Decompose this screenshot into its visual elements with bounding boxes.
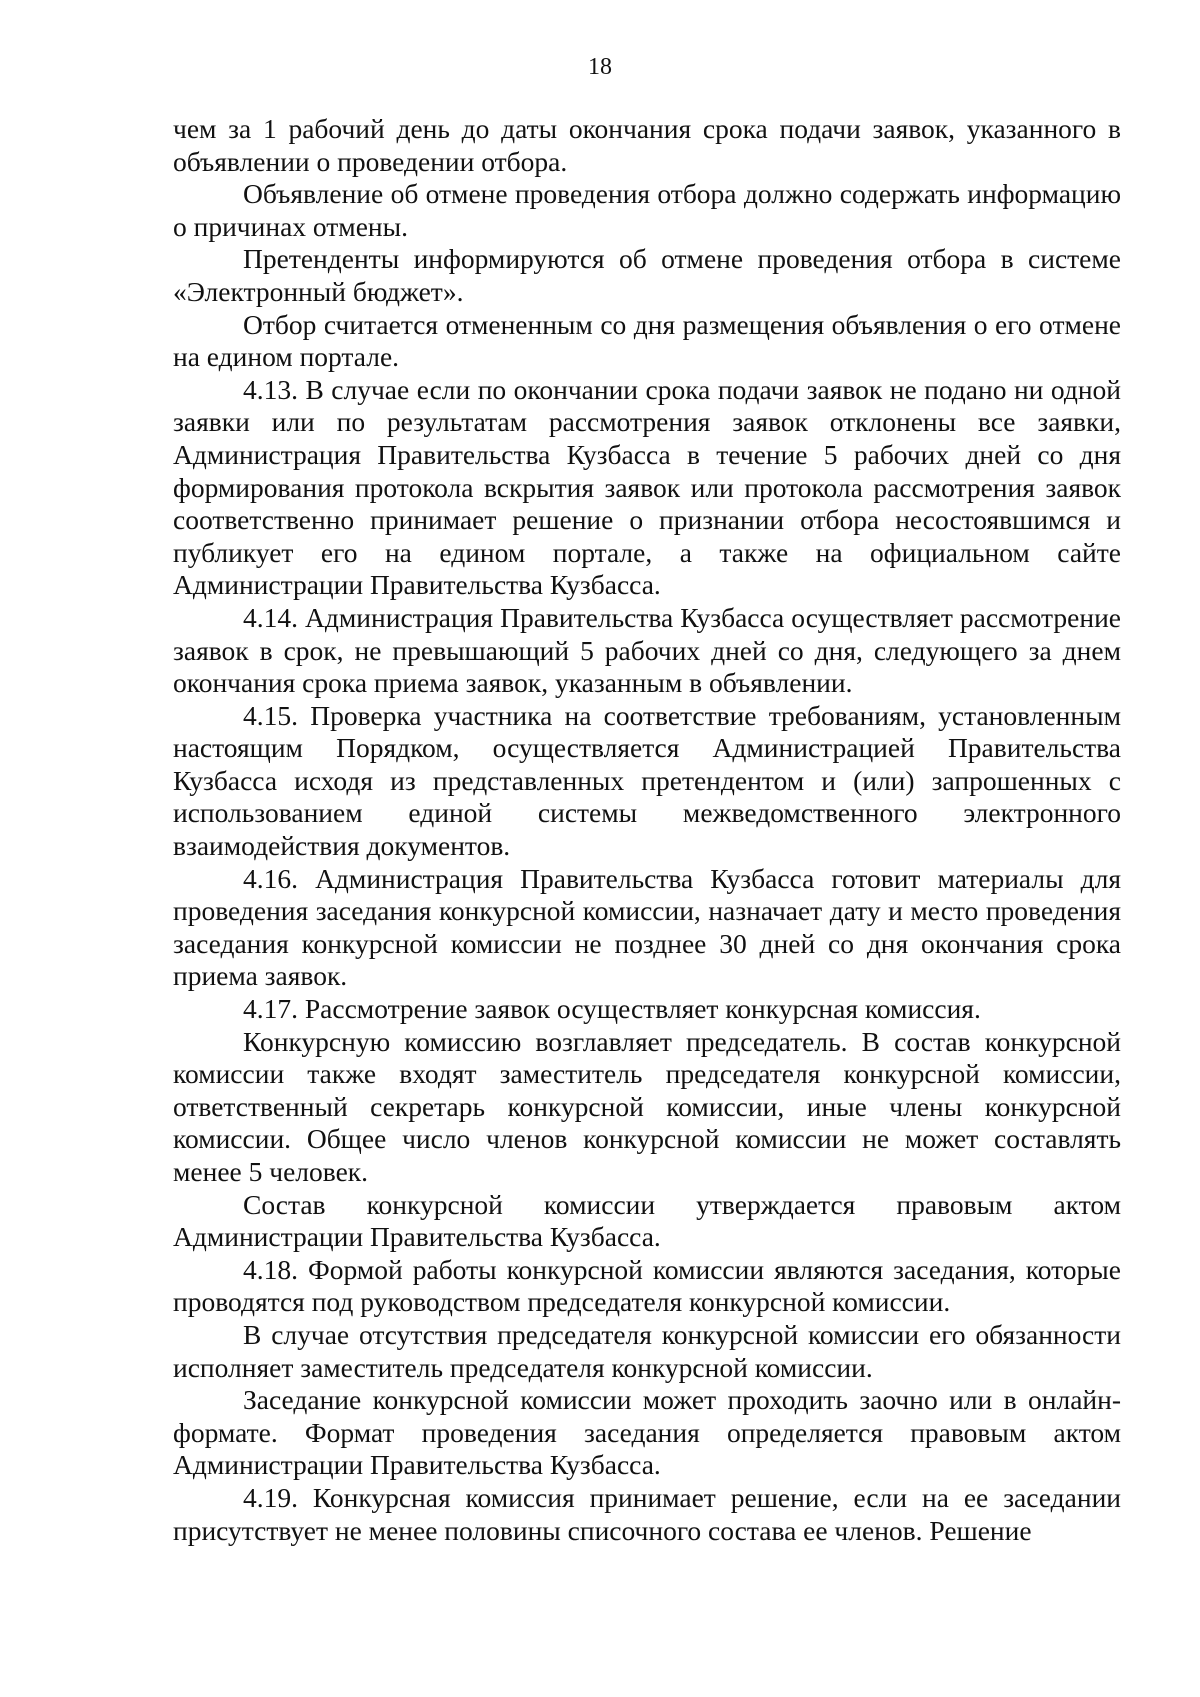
paragraph-continuation: чем за 1 рабочий день до даты окончания срока подачи заявок, указанного в объявлении о проведении отбора. bbox=[173, 113, 1121, 177]
paragraph-4-18: 4.18. Формой работы конкурсной комиссии являются заседания, которые проводятся под руководством председателя конкурсной комиссии. bbox=[173, 1253, 1121, 1318]
paragraph-4-19: 4.19. Конкурсная комиссия принимает решение, если на ее заседании присутствует не менее половины списочного состава ее членов. Решение bbox=[173, 1481, 1121, 1546]
paragraph-4-13: 4.13. В случае если по окончании срока подачи заявок не подано ни одной заявки или по результатам рассмотрения заявок отклонены все заявки, Администрация Правительства Кузбасса в течение 5 рабочих дней со дня формирования протокола вскрытия заявок или протокола рассмотрения заявок соответственно принимает решение о признании отбора несостоявшимся и публикует его на едином портале, а также на официальном сайте Администрации Правительства Кузбасса. bbox=[173, 373, 1121, 601]
paragraph-4-16: 4.16. Администрация Правительства Кузбасса готовит материалы для проведения заседания конкурсной комиссии, назначает дату и место проведения заседания конкурсной комиссии не позднее 30 дней со дня окончания срока приема заявок. bbox=[173, 862, 1121, 992]
paragraph-commission-composition: Состав конкурсной комиссии утверждается правовым актом Администрации Правительства Кузбасса. bbox=[173, 1188, 1121, 1253]
paragraph-chair-absence: В случае отсутствия председателя конкурсной комиссии его обязанности исполняет заместитель председателя конкурсной комиссии. bbox=[173, 1318, 1121, 1383]
paragraph-4-15: 4.15. Проверка участника на соответствие требованиям, установленным настоящим Порядком, осуществляется Администрацией Правительства Кузбасса исходя из представленных претендентом и (или) запрошенных с использованием единой системы межведомственного электронного взаимодействия документов. bbox=[173, 699, 1121, 862]
paragraph-meeting-format: Заседание конкурсной комиссии может проходить заочно или в онлайн-формате. Формат проведения заседания определяется правовым актом Администрации Правительства Кузбасса. bbox=[173, 1384, 1121, 1481]
paragraph-4-17: 4.17. Рассмотрение заявок осуществляет конкурсная комиссия. bbox=[243, 993, 981, 1025]
paragraph-cancel-announcement-content: Объявление об отмене проведения отбора должно содержать информацию о причинах отмены. bbox=[173, 178, 1121, 242]
document-body bbox=[173, 113, 1121, 1547]
paragraph-selection-cancelled: Отбор считается отмененным со дня размещения объявления о его отмене на едином портале. bbox=[173, 308, 1121, 373]
paragraph-commission-chair: Конкурсную комиссию возглавляет председатель. В состав конкурсной комиссии также входят заместитель председателя конкурсной комиссии, ответственный секретарь конкурсной комиссии, иные члены конкурсной комиссии. Общее число членов конкурсной комиссии не может составлять менее 5 человек. bbox=[173, 1025, 1121, 1187]
paragraph-applicants-informed: Претенденты информируются об отмене проведения отбора в системе «Электронный бюджет». bbox=[173, 243, 1121, 307]
page-number: 18 bbox=[588, 54, 612, 80]
paragraph-4-14: 4.14. Администрация Правительства Кузбасса осуществляет рассмотрение заявок в срок, не превышающий 5 рабочих дней со дня, следующего за днем окончания срока приема заявок, указанным в объявлении. bbox=[173, 601, 1121, 699]
